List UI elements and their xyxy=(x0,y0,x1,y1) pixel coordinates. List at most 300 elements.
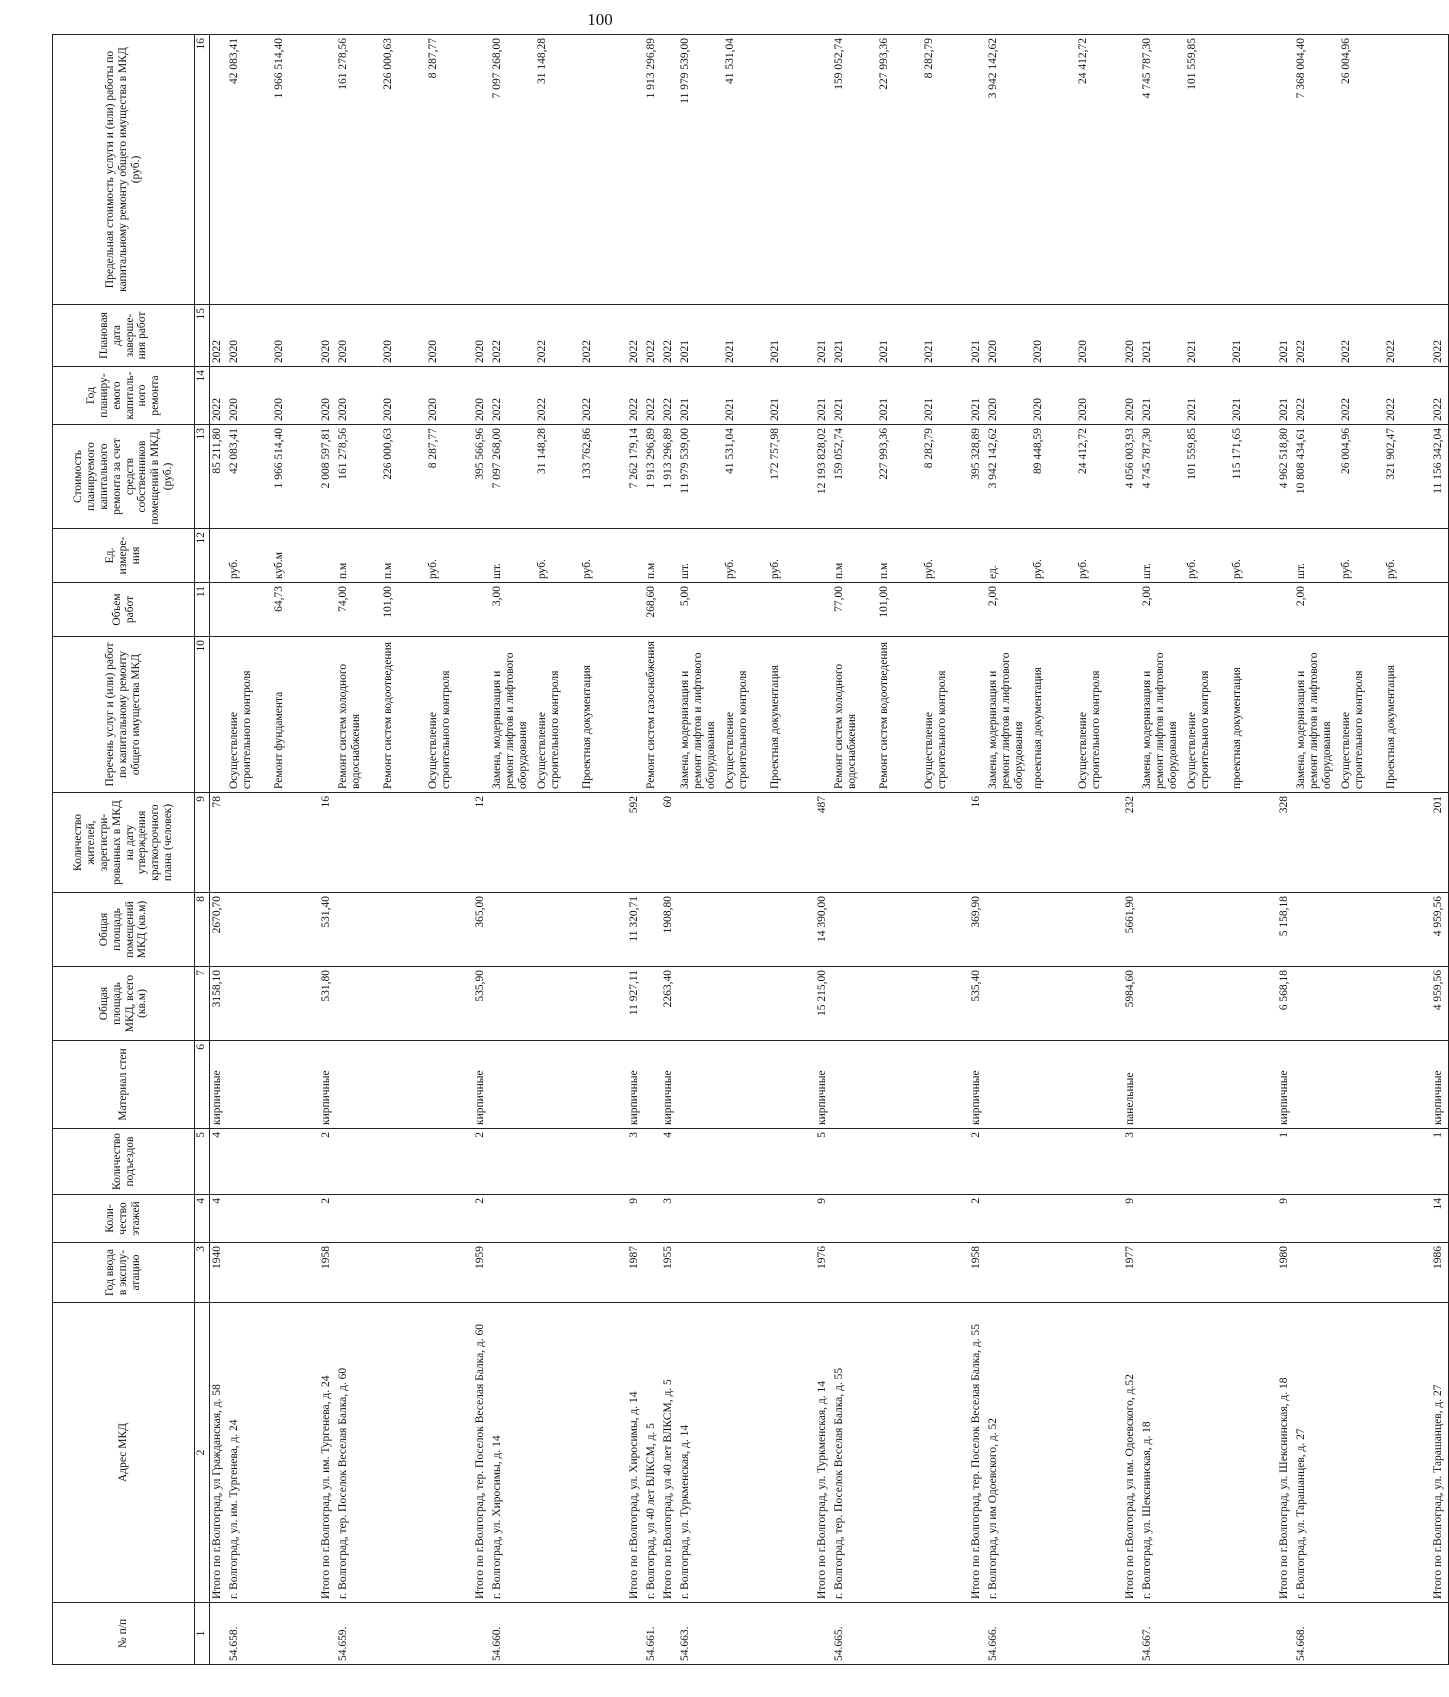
column-number-7: 7 xyxy=(195,967,210,1041)
cell-line: 2020 xyxy=(320,340,332,363)
cell-entrances: 4 xyxy=(210,1129,228,1195)
cell-volume xyxy=(986,583,1123,637)
cell-line: руб. xyxy=(769,559,781,579)
cell-limit xyxy=(815,35,832,305)
cell-cost xyxy=(227,425,319,529)
cell-line xyxy=(816,586,831,633)
cell-line: 2022 xyxy=(1340,398,1352,421)
cell-year xyxy=(644,1243,661,1303)
cell-area-rooms: 5661,90 xyxy=(1123,893,1140,967)
cell-floors: 2 xyxy=(319,1195,336,1243)
cell-area-rooms xyxy=(336,893,473,967)
cell-line xyxy=(662,38,677,301)
cell-material xyxy=(227,1041,319,1129)
cell-end-year xyxy=(1294,305,1431,367)
cell-work xyxy=(627,637,644,793)
cell-line: 321 902,47 xyxy=(1385,428,1397,480)
cell-line: Осуществление строительного контроля xyxy=(1186,670,1211,789)
cell-limit xyxy=(644,35,661,305)
cell-cost xyxy=(832,425,969,529)
cell-area-total: 535,40 xyxy=(969,967,986,1041)
cell-line xyxy=(1385,586,1430,633)
cell-year: 1980 xyxy=(1277,1243,1294,1303)
cell-volume xyxy=(1140,583,1277,637)
cell-unit xyxy=(986,529,1123,583)
cell-line: 2022 xyxy=(1295,398,1307,421)
cell-address: Итого по г.Волгоград, ул. Шекснинская, д. 18 xyxy=(1277,1303,1294,1603)
cell-no: 54.668. xyxy=(1294,1603,1431,1665)
cell-end-year xyxy=(678,305,815,367)
cell-end-year xyxy=(227,305,319,367)
cell-limit xyxy=(210,35,228,305)
cell-line xyxy=(474,586,489,633)
cell-limit xyxy=(227,35,319,305)
cell-line: 2022 xyxy=(536,340,548,363)
cell-line: Осуществление строительного контроля xyxy=(1077,670,1102,789)
cell-line: Ремонт фундамента xyxy=(273,691,285,789)
cell-volume xyxy=(1123,583,1140,637)
cell-line: Замена, модернизация и ремонт лифтов и лифтового оборудования xyxy=(1295,652,1333,789)
cell-no: 54.663. xyxy=(678,1603,815,1665)
cell-line: 2022 xyxy=(645,398,657,421)
cell-line xyxy=(662,532,677,579)
cell-line: 2020 xyxy=(427,340,439,363)
cell-line: 226 000,63 xyxy=(382,38,394,90)
cell-limit xyxy=(661,35,678,305)
cell-work xyxy=(832,637,969,793)
cell-line: 31 148,28 xyxy=(536,38,548,84)
column-number-10: 10 xyxy=(195,637,210,793)
cell-plan-year xyxy=(661,367,678,425)
cell-line: 227 993,36 xyxy=(878,38,890,90)
cell-line: 1 913 296,89 xyxy=(662,428,674,489)
total-row xyxy=(969,35,986,1665)
cell-unit xyxy=(678,529,815,583)
cell-line: проектная документация xyxy=(1032,667,1044,789)
cell-material xyxy=(336,1041,473,1129)
cell-line: Осуществление строительного контроля xyxy=(724,670,749,789)
column-header-14: Год планиру-емого капиталь-ного ремонта xyxy=(53,367,195,425)
cell-line xyxy=(1124,586,1139,633)
cell-line xyxy=(970,38,985,301)
column-number-row xyxy=(195,35,210,1665)
cell-line xyxy=(769,586,814,633)
column-header-10: Перечень услуг и (или) работ по капитальному ремонту общего имущества МКД xyxy=(53,637,195,793)
cell-floors: 4 xyxy=(210,1195,228,1243)
cell-end-year xyxy=(1123,305,1140,367)
cell-residents: 592 xyxy=(627,793,644,893)
cell-area-total: 6 568,18 xyxy=(1277,967,1294,1041)
cell-line: Замена, модернизация и ремонт лифтов и лифтового оборудования xyxy=(987,652,1025,789)
cell-end-year xyxy=(627,305,644,367)
cell-line: Проектная документация xyxy=(1385,665,1397,789)
cell-volume xyxy=(678,583,815,637)
cell-residents xyxy=(1294,793,1431,893)
cell-residents xyxy=(227,793,319,893)
cell-line: 4 056 003,93 xyxy=(1124,428,1136,489)
cell-unit xyxy=(1277,529,1294,583)
cell-no: 54.665. xyxy=(832,1603,969,1665)
cell-residents: 60 xyxy=(661,793,678,893)
cell-year xyxy=(336,1243,473,1303)
cell-line xyxy=(1032,586,1077,633)
cell-plan-year xyxy=(227,367,319,425)
cell-volume xyxy=(227,583,319,637)
cell-line xyxy=(474,38,489,301)
cell-residents: 201 xyxy=(1431,793,1449,893)
cell-line: п.м xyxy=(878,562,890,579)
cell-line xyxy=(1231,586,1276,633)
cell-line: 8 287,77 xyxy=(427,428,439,469)
cell-floors xyxy=(1294,1195,1431,1243)
cell-residents xyxy=(832,793,969,893)
cell-area-rooms xyxy=(1140,893,1277,967)
cell-line: 89 448,59 xyxy=(1032,428,1044,474)
cell-residents xyxy=(644,793,661,893)
cell-line: 172 757,98 xyxy=(769,428,781,480)
cell-volume xyxy=(627,583,644,637)
cell-line xyxy=(211,640,226,789)
cell-line: 41 531,04 xyxy=(724,428,736,474)
cell-entrances xyxy=(490,1129,627,1195)
column-number-9: 9 xyxy=(195,793,210,893)
cell-volume xyxy=(490,583,627,637)
cell-year xyxy=(678,1243,815,1303)
cell-line: 11 979 539,00 xyxy=(679,38,691,104)
cell-line: 4 745 787,30 xyxy=(1141,428,1153,489)
column-header-11: Объем работ xyxy=(53,583,195,637)
cell-work xyxy=(1277,637,1294,793)
cell-area-total: 2263,40 xyxy=(661,967,678,1041)
cell-material: кирпичные xyxy=(319,1041,336,1129)
cell-year: 1976 xyxy=(815,1243,832,1303)
cell-address: Итого по г.Волгоград, ул. Туркменская, д. 14 xyxy=(815,1303,832,1603)
cell-unit xyxy=(336,529,473,583)
cell-address: г. Волгоград, ул им Одоевского, д. 52 xyxy=(986,1303,1123,1603)
cell-line: 11 156 342,04 xyxy=(1432,428,1444,494)
cell-area-total: 5984,60 xyxy=(1123,967,1140,1041)
cell-line: куб.м xyxy=(273,551,285,579)
cell-line: Осуществление строительного контроля xyxy=(536,670,561,789)
table-row xyxy=(490,35,627,1665)
cell-plan-year xyxy=(1277,367,1294,425)
cell-area-rooms xyxy=(832,893,969,967)
cell-line: руб. xyxy=(427,559,439,579)
cell-area-total xyxy=(832,967,969,1041)
cell-line: руб. xyxy=(536,559,548,579)
cell-line: 3 942 142,62 xyxy=(987,38,999,99)
cell-line xyxy=(816,640,831,789)
cell-line: 42 083,41 xyxy=(228,38,240,84)
cell-limit xyxy=(336,35,473,305)
cell-line: 395 566,96 xyxy=(474,428,486,480)
column-header-8: Общая площадь помещений МКД (кв.м) xyxy=(53,893,195,967)
total-row xyxy=(661,35,678,1665)
column-header-9: Количество жителей, зарегистри-рованных в МКД на дату утверждения краткосрочного плана (человек) xyxy=(53,793,195,893)
cell-cost xyxy=(1431,425,1449,529)
cell-line xyxy=(1278,640,1293,789)
cell-line: 10 808 434,61 xyxy=(1295,428,1307,495)
cell-volume xyxy=(1294,583,1431,637)
cell-no xyxy=(815,1603,832,1665)
cell-line: 2021 xyxy=(970,340,982,363)
cell-line: 2020 xyxy=(382,340,394,363)
cell-limit xyxy=(1277,35,1294,305)
cell-plan-year xyxy=(986,367,1123,425)
cell-limit xyxy=(319,35,336,305)
cell-plan-year xyxy=(678,367,815,425)
cell-line: 2020 xyxy=(1124,340,1136,363)
cell-line xyxy=(1432,532,1447,579)
cell-line: руб. xyxy=(1385,559,1397,579)
cell-line: 2,00 xyxy=(1141,586,1153,607)
cell-work xyxy=(644,637,661,793)
cell-line xyxy=(970,640,985,789)
cell-plan-year xyxy=(1140,367,1277,425)
cell-residents xyxy=(490,793,627,893)
total-row xyxy=(473,35,490,1665)
column-number-16: 16 xyxy=(195,35,210,305)
cell-line: руб. xyxy=(1077,559,1089,579)
cell-line: 2021 xyxy=(833,398,845,421)
column-header-13: Стоимость планируемого капитального ремонта за счет средств собственников помещений в МКД, (руб.) xyxy=(53,425,195,529)
cell-line xyxy=(628,586,643,633)
cell-line: 2020 xyxy=(1032,398,1044,421)
cell-line: шт. xyxy=(1295,563,1307,579)
cell-line: 2022 xyxy=(1432,340,1444,363)
cell-volume xyxy=(1431,583,1449,637)
cell-line: Осуществление строительного контроля xyxy=(1340,670,1365,789)
cell-line xyxy=(427,586,472,633)
cell-line: 2021 xyxy=(816,340,828,363)
cell-no xyxy=(627,1603,644,1665)
total-row xyxy=(1277,35,1294,1665)
cell-address: г. Волгоград, ул. Туркменская, д. 14 xyxy=(678,1303,815,1603)
cell-entrances xyxy=(832,1129,969,1195)
cell-floors xyxy=(336,1195,473,1243)
cell-address: Итого по г.Волгоград, ул 40 лет ВЛКСМ, д. 5 xyxy=(661,1303,678,1603)
cell-address: Итого по г.Волгоград, тер. Поселок Веселая Балка, д. 55 xyxy=(969,1303,986,1603)
cell-line: 2022 xyxy=(628,340,640,363)
cell-line: 2021 xyxy=(878,398,890,421)
cell-entrances: 1 xyxy=(1431,1129,1449,1195)
cell-cost xyxy=(1294,425,1431,529)
cell-plan-year xyxy=(1294,367,1431,425)
cell-area-rooms: 369,90 xyxy=(969,893,986,967)
cell-work xyxy=(969,637,986,793)
cell-line: 2021 xyxy=(833,340,845,363)
cell-line: 2021 xyxy=(724,398,736,421)
cell-line: 2022 xyxy=(536,398,548,421)
cell-line: 161 278,56 xyxy=(337,428,349,480)
cell-area-rooms: 365,00 xyxy=(473,893,490,967)
cell-line: 2021 xyxy=(1278,398,1290,421)
cell-line: 2022 xyxy=(581,398,593,421)
cell-work xyxy=(1140,637,1277,793)
cell-line: 2022 xyxy=(1340,340,1352,363)
cell-limit xyxy=(1140,35,1277,305)
table-row xyxy=(227,35,319,1665)
cell-plan-year xyxy=(1123,367,1140,425)
cell-material: кирпичные xyxy=(210,1041,228,1129)
cell-line: 4 745 787,30 xyxy=(1141,38,1153,99)
cell-line xyxy=(474,532,489,579)
cell-line xyxy=(628,38,643,301)
cell-material: кирпичные xyxy=(1277,1041,1294,1129)
cell-residents: 78 xyxy=(210,793,228,893)
cell-end-year xyxy=(319,305,336,367)
cell-limit xyxy=(678,35,815,305)
cell-volume xyxy=(473,583,490,637)
cell-no xyxy=(210,1603,228,1665)
page-number: 100 xyxy=(587,10,613,29)
cell-line: 7 097 268,00 xyxy=(491,38,503,99)
cell-material xyxy=(832,1041,969,1129)
cell-line xyxy=(628,640,643,789)
cell-no xyxy=(1431,1603,1449,1665)
cell-line: 2020 xyxy=(987,398,999,421)
cell-work xyxy=(473,637,490,793)
cell-line: проектная документация xyxy=(1231,667,1243,789)
cell-line xyxy=(1124,640,1139,789)
cell-area-rooms: 531,40 xyxy=(319,893,336,967)
cell-line: 26 004,96 xyxy=(1340,38,1352,84)
cell-year: 1955 xyxy=(661,1243,678,1303)
total-row xyxy=(1123,35,1140,1665)
cell-entrances xyxy=(1294,1129,1431,1195)
cell-area-total: 4 959,56 xyxy=(1431,967,1449,1041)
cell-line: Ремонт систем холодного водоснабжения xyxy=(337,663,362,789)
cell-volume xyxy=(1277,583,1294,637)
cell-floors xyxy=(490,1195,627,1243)
cell-volume xyxy=(210,583,228,637)
cell-cost xyxy=(1123,425,1140,529)
cell-cost xyxy=(210,425,228,529)
cell-plan-year xyxy=(644,367,661,425)
cell-line: Замена, модернизация и ремонт лифтов и лифтового оборудования xyxy=(491,652,529,789)
cell-material xyxy=(1294,1041,1431,1129)
cell-unit xyxy=(490,529,627,583)
cell-unit xyxy=(319,529,336,583)
cell-unit xyxy=(227,529,319,583)
column-header-5: Количество подъездов xyxy=(53,1129,195,1195)
cell-line: 159 052,74 xyxy=(833,428,845,480)
cell-line xyxy=(581,586,626,633)
cell-floors: 2 xyxy=(473,1195,490,1243)
cell-no: 54.659. xyxy=(336,1603,473,1665)
cell-line: Ремонт систем водоотведения xyxy=(382,642,394,789)
cell-line: 2021 xyxy=(923,340,935,363)
cell-area-rooms xyxy=(678,893,815,967)
cell-line: 2021 xyxy=(1278,340,1290,363)
cell-line: 42 083,41 xyxy=(228,428,240,474)
cell-line xyxy=(228,586,273,633)
column-number-8: 8 xyxy=(195,893,210,967)
cell-area-rooms xyxy=(490,893,627,967)
cell-line: 64,73 xyxy=(273,586,285,612)
cell-line: Осуществление строительного контроля xyxy=(427,670,452,789)
cell-area-total: 535,90 xyxy=(473,967,490,1041)
cell-floors: 2 xyxy=(969,1195,986,1243)
cell-floors xyxy=(644,1195,661,1243)
cell-line: 2020 xyxy=(1032,340,1044,363)
cell-line: 8 287,77 xyxy=(427,38,439,79)
cell-line xyxy=(1124,532,1139,579)
table-row xyxy=(644,35,661,1665)
cell-line xyxy=(320,532,335,579)
cell-entrances: 1 xyxy=(1277,1129,1294,1195)
cell-unit xyxy=(1123,529,1140,583)
cell-plan-year xyxy=(490,367,627,425)
column-number-15: 15 xyxy=(195,305,210,367)
cell-floors xyxy=(678,1195,815,1243)
cell-material xyxy=(644,1041,661,1129)
column-header-6: Материал стен xyxy=(53,1041,195,1129)
cell-entrances: 2 xyxy=(473,1129,490,1195)
cell-line: 2020 xyxy=(337,398,349,421)
cell-line xyxy=(211,586,226,633)
cell-area-rooms: 4 959,56 xyxy=(1431,893,1449,967)
cell-line: 2,00 xyxy=(1295,586,1307,607)
cell-no: 54.666. xyxy=(986,1603,1123,1665)
table-row xyxy=(1140,35,1277,1665)
column-number-12: 12 xyxy=(195,529,210,583)
cell-line: 2020 xyxy=(474,398,486,421)
cell-line: 2 008 597,81 xyxy=(320,428,332,489)
cell-line xyxy=(1278,586,1293,633)
cell-line: 2020 xyxy=(228,340,240,363)
column-number-4: 4 xyxy=(195,1195,210,1243)
cell-line: 2022 xyxy=(662,398,674,421)
cell-line xyxy=(1385,38,1430,301)
cell-limit xyxy=(969,35,986,305)
cell-entrances: 2 xyxy=(969,1129,986,1195)
cell-no: 54.661. xyxy=(644,1603,661,1665)
cell-line: Замена, модернизация и ремонт лифтов и лифтового оборудования xyxy=(1141,652,1179,789)
cell-line: 3,00 xyxy=(491,586,503,607)
cell-plan-year xyxy=(627,367,644,425)
cell-area-rooms xyxy=(644,893,661,967)
cell-line: 2020 xyxy=(474,340,486,363)
cell-cost xyxy=(986,425,1123,529)
cell-area-rooms: 5 158,18 xyxy=(1277,893,1294,967)
cell-year: 1986 xyxy=(1431,1243,1449,1303)
cell-line: 133 762,86 xyxy=(581,428,593,480)
cell-entrances xyxy=(336,1129,473,1195)
cell-line: ед. xyxy=(987,565,999,579)
cell-unit xyxy=(661,529,678,583)
cell-material xyxy=(678,1041,815,1129)
cell-material: панельные xyxy=(1123,1041,1140,1129)
cell-work xyxy=(661,637,678,793)
cell-line: 85 211,80 xyxy=(211,428,223,474)
cell-entrances xyxy=(678,1129,815,1195)
cell-area-rooms: 2670,70 xyxy=(210,893,228,967)
cell-line: 395 328,89 xyxy=(970,428,982,480)
column-header-7: Общая площадь МКД, всего (кв.м) xyxy=(53,967,195,1041)
cell-line: 1 966 514,40 xyxy=(273,38,285,99)
cell-material: кирпичные xyxy=(627,1041,644,1129)
cell-unit xyxy=(644,529,661,583)
cell-limit xyxy=(1123,35,1140,305)
cell-limit xyxy=(986,35,1123,305)
cell-line xyxy=(581,38,626,301)
column-header-4: Коли-чество этажей xyxy=(53,1195,195,1243)
cell-line: 2022 xyxy=(491,340,503,363)
cell-line: 2020 xyxy=(273,398,285,421)
cell-line: 2021 xyxy=(816,398,828,421)
cell-line xyxy=(970,586,985,633)
